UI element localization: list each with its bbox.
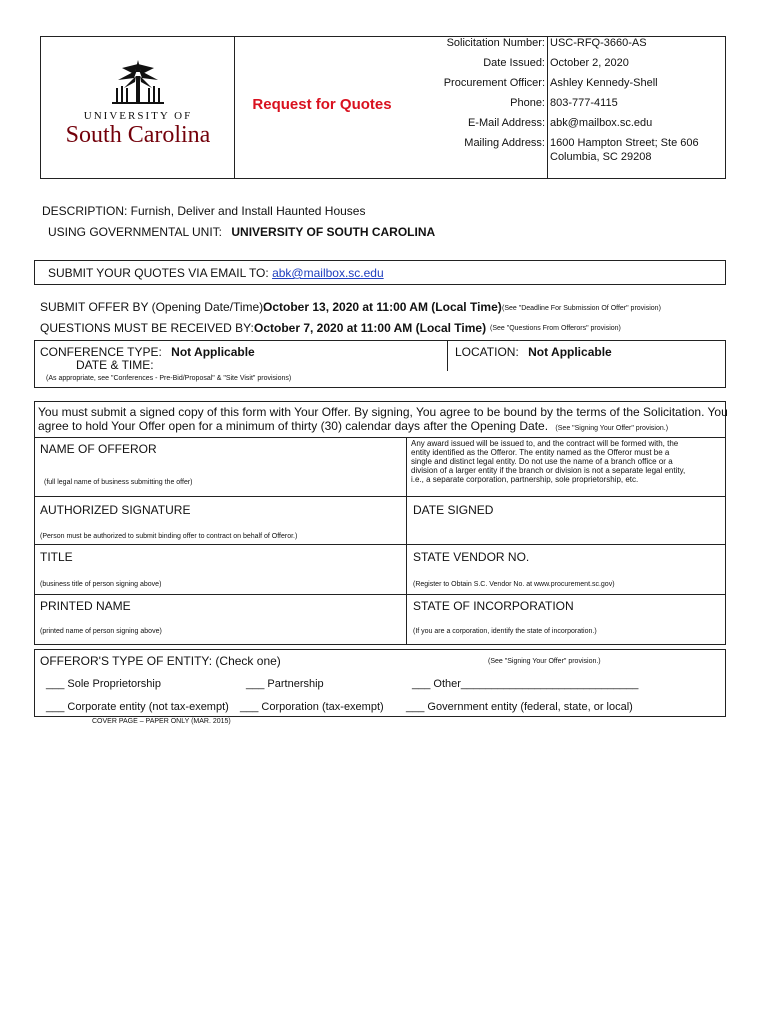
name-of-offeror-label: NAME OF OFFEROR bbox=[40, 442, 157, 456]
name-of-offeror-note: (full legal name of business submitting the offer) bbox=[44, 479, 193, 486]
state-of-incorporation-note: (If you are a corporation, identify the state of incorporation.) bbox=[413, 628, 597, 635]
offer-intro-line1: You must submit a signed copy of this form with Your Offer. By signing, You agree to be bound by the terms of the Solicitation. You bbox=[38, 405, 728, 419]
offer-intro-note: (See "Signing Your Offer" provision.) bbox=[555, 425, 669, 432]
entity-option-sole-proprietorship[interactable]: ___ Sole Proprietorship bbox=[46, 678, 161, 690]
offer-col-divider bbox=[406, 437, 407, 645]
phone-label: Phone: bbox=[510, 97, 545, 109]
date-signed-label: DATE SIGNED bbox=[413, 503, 494, 517]
award-text-line: division of a larger entity if the branch or division is not a separate legal entity, bbox=[411, 466, 686, 475]
entity-label: OFFEROR'S TYPE OF ENTITY: (Check one) bbox=[40, 654, 281, 668]
award-text bbox=[411, 439, 723, 484]
phone-value: 803-777-4115 bbox=[550, 97, 618, 109]
palmetto-tree-icon bbox=[108, 58, 168, 110]
questions-value: October 7, 2020 at 11:00 AM (Local Time) bbox=[254, 321, 487, 335]
entity-option-corporation-tax-exempt[interactable]: ___ Corporation (tax-exempt) bbox=[240, 701, 384, 713]
conference-location bbox=[455, 345, 612, 359]
conference-type bbox=[40, 345, 255, 359]
questions-label: QUESTIONS MUST BE RECEIVED BY: bbox=[40, 321, 254, 335]
conference-divider bbox=[447, 340, 448, 371]
conference-datetime-label: DATE & TIME: bbox=[76, 358, 154, 372]
conference-type-value: Not Applicable bbox=[171, 345, 255, 359]
mailing-address-value2: Columbia, SC 29208 bbox=[550, 151, 652, 163]
state-vendor-label: STATE VENDOR NO. bbox=[413, 550, 530, 564]
award-text-line: Any award issued will be issued to, and the contract will be formed with, the bbox=[411, 439, 679, 448]
date-issued-label: Date Issued: bbox=[483, 57, 545, 69]
offer-row-line bbox=[34, 437, 726, 438]
offer-intro-line2 bbox=[38, 419, 668, 433]
solicitation-number-value: USC-RFQ-3660-AS bbox=[550, 37, 647, 49]
offer-row-line bbox=[34, 496, 726, 497]
award-text-line: single and distinct legal entity. Do not use the name of a branch office or a bbox=[411, 457, 673, 466]
mailing-address-value: 1600 Hampton Street; Ste 606 bbox=[550, 137, 699, 149]
conference-location-value: Not Applicable bbox=[528, 345, 612, 359]
entity-option-other[interactable]: ___ Other_____________________________ bbox=[412, 678, 639, 690]
state-of-incorporation-label: STATE OF INCORPORATION bbox=[413, 599, 574, 613]
authorized-signature-label: AUTHORIZED SIGNATURE bbox=[40, 503, 191, 517]
footer-text: COVER PAGE – PAPER ONLY (MAR. 2015) bbox=[92, 718, 231, 725]
governmental-unit bbox=[48, 225, 435, 239]
submit-email bbox=[48, 266, 384, 280]
title-note: (business title of person signing above) bbox=[40, 581, 162, 588]
email-label: E-Mail Address: bbox=[467, 117, 545, 129]
submit-offer-value: October 13, 2020 at 11:00 AM (Local Time) bbox=[263, 300, 502, 314]
entity-option-partnership[interactable]: ___ Partnership bbox=[246, 678, 324, 690]
mailing-address-label: Mailing Address: bbox=[464, 137, 545, 149]
date-issued-value: October 2, 2020 bbox=[550, 57, 629, 69]
offer-row-line bbox=[34, 544, 726, 545]
procurement-officer-value: Ashley Kennedy-Shell bbox=[550, 77, 658, 89]
award-text-line: entity identified as the Offeror. The entity named as the Offeror must be a bbox=[411, 448, 670, 457]
printed-name-label: PRINTED NAME bbox=[40, 599, 131, 613]
governmental-unit-label: USING GOVERNMENTAL UNIT: bbox=[48, 225, 223, 239]
logo-line1: UNIVERSITY OF bbox=[83, 110, 193, 122]
entity-option-government[interactable]: ___ Government entity (federal, state, or local) bbox=[406, 701, 633, 713]
governmental-unit-value: UNIVERSITY OF SOUTH CAROLINA bbox=[231, 225, 436, 239]
conference-location-label: LOCATION: bbox=[455, 345, 519, 359]
submit-email-label: SUBMIT YOUR QUOTES VIA EMAIL TO: bbox=[48, 266, 269, 280]
submit-offer-note: (See "Deadline For Submission Of Offer" provision) bbox=[502, 305, 661, 312]
logo-line2: South Carolina bbox=[65, 122, 211, 148]
submit-offer-label: SUBMIT OFFER BY (Opening Date/Time): bbox=[40, 300, 267, 314]
entity-note: (See "Signing Your Offer" provision.) bbox=[488, 658, 601, 665]
entity-option-corporate-not-tax-exempt[interactable]: ___ Corporate entity (not tax-exempt) bbox=[46, 701, 229, 713]
procurement-officer-label: Procurement Officer: bbox=[443, 77, 545, 89]
email-value: abk@mailbox.sc.edu bbox=[550, 117, 653, 129]
authorized-signature-note: (Person must be authorized to submit binding offer to contract on behalf of Offeror.) bbox=[40, 533, 298, 540]
usc-logo bbox=[50, 58, 226, 153]
description: DESCRIPTION: Furnish, Deliver and Install Haunted Houses bbox=[42, 204, 366, 218]
title-label: TITLE bbox=[40, 550, 73, 564]
offer-intro-text: agree to hold Your Offer open for a minimum of thirty (30) calendar days after the Opening Date. bbox=[38, 419, 549, 433]
conference-note: (As appropriate, see "Conferences - Pre-Bid/Proposal" & "Site Visit" provisions) bbox=[46, 375, 292, 382]
page-title: Request for Quotes bbox=[252, 96, 392, 113]
questions-note: (See "Questions From Offerors" provision) bbox=[490, 325, 621, 332]
submit-email-link[interactable]: abk@mailbox.sc.edu bbox=[272, 266, 384, 280]
solicitation-number-label: Solicitation Number: bbox=[446, 37, 545, 49]
conference-type-label: CONFERENCE TYPE: bbox=[40, 345, 162, 359]
printed-name-note: (printed name of person signing above) bbox=[40, 628, 162, 635]
header-divider bbox=[547, 36, 548, 179]
award-text-line: i.e., a separate corporation, partnership, sole proprietorship, etc. bbox=[411, 475, 639, 484]
state-vendor-note: (Register to Obtain S.C. Vendor No. at www.procurement.sc.gov) bbox=[413, 581, 615, 588]
offer-row-line bbox=[34, 594, 726, 595]
